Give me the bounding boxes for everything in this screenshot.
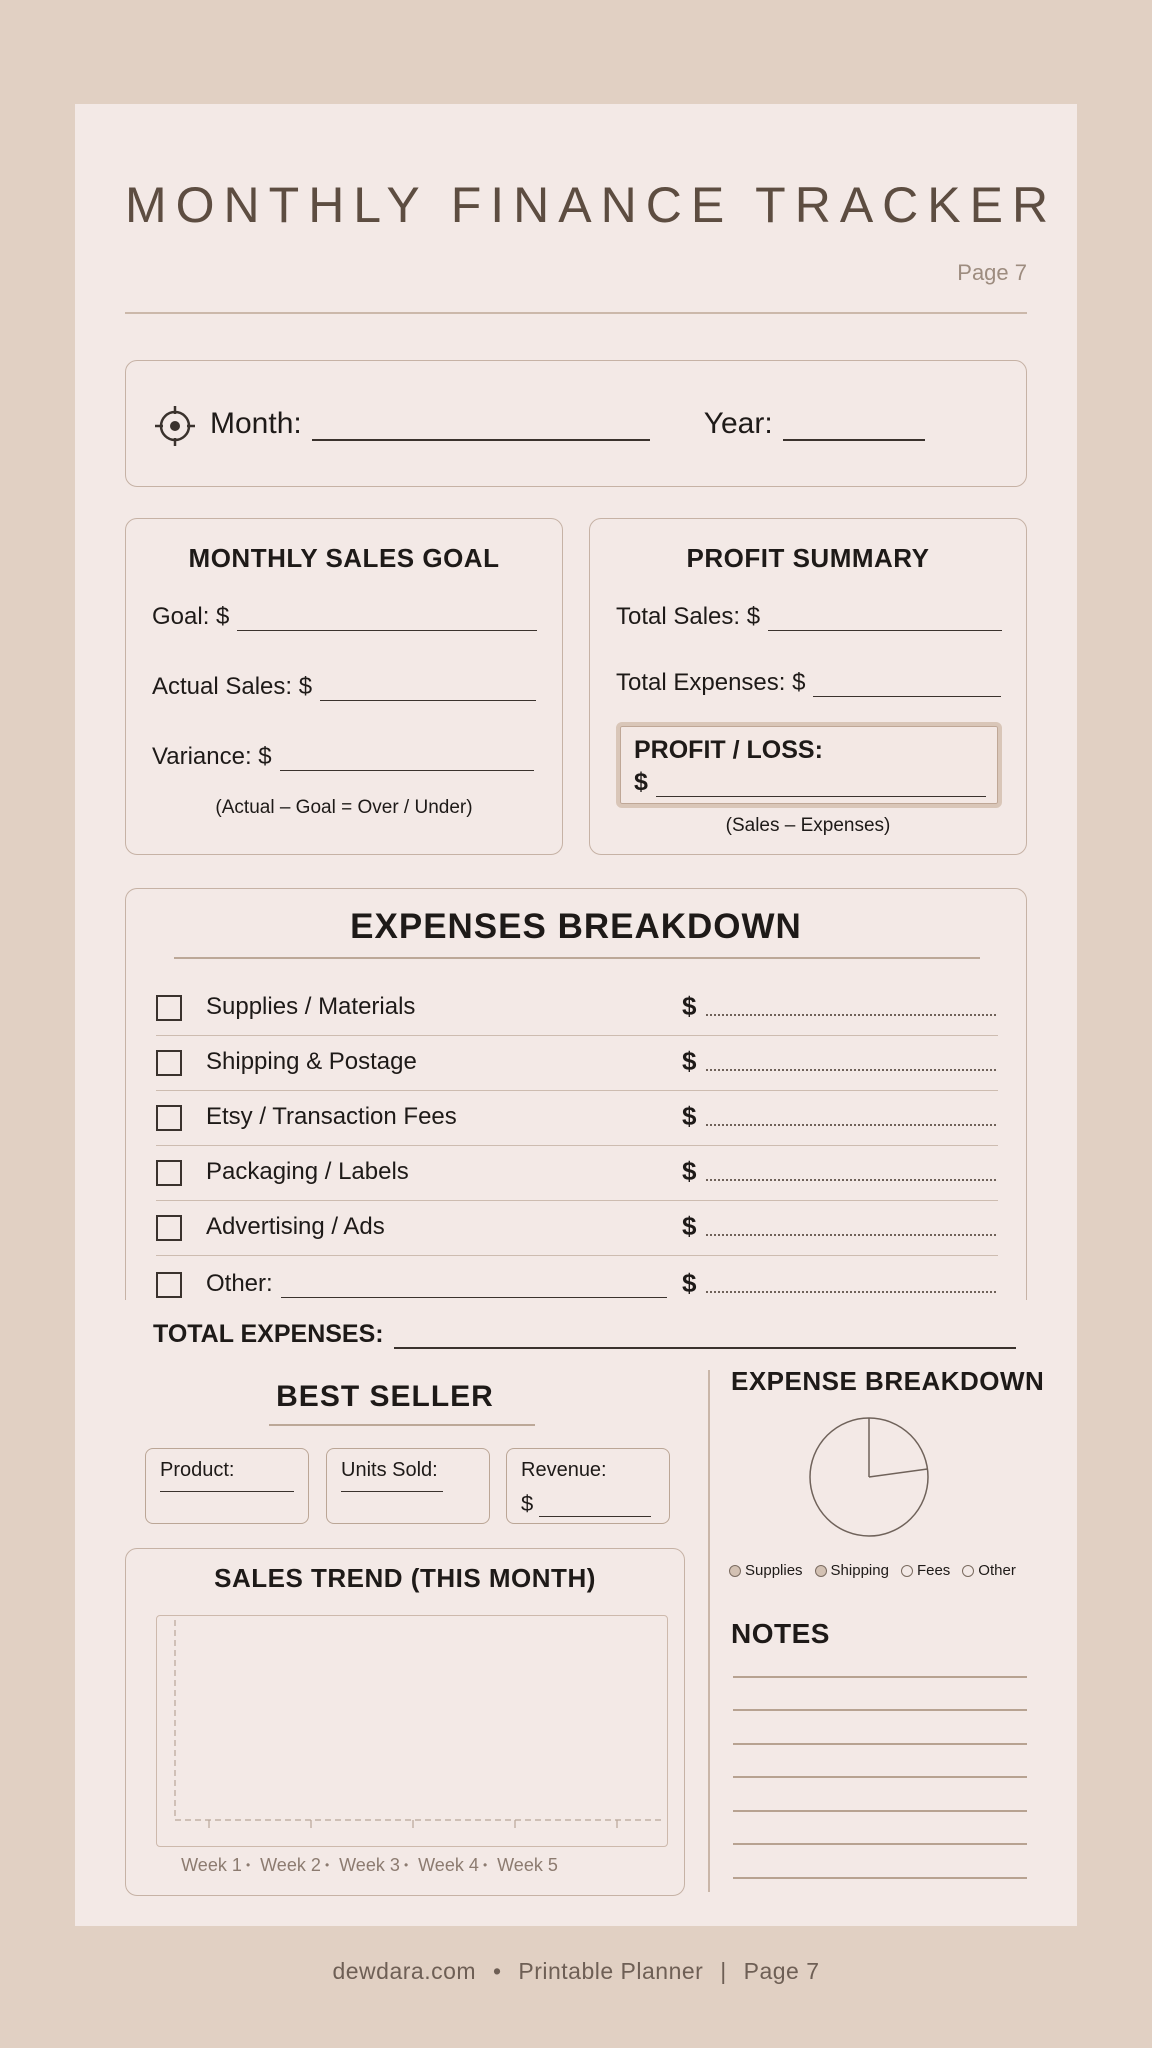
actual-sales-row — [152, 673, 536, 701]
total-expenses-label: Total Expenses: $ — [616, 669, 806, 696]
month-year-row — [210, 407, 925, 441]
legend-item — [815, 1562, 889, 1579]
product-row — [160, 1491, 294, 1492]
expense-amount-field[interactable] — [706, 1234, 996, 1236]
page-footer — [0, 1958, 1152, 1985]
legend-label: Supplies — [745, 1562, 803, 1579]
expense-row — [156, 1091, 998, 1146]
expenses-breakdown-card — [125, 888, 1027, 1300]
month-year-box — [125, 360, 1027, 487]
notes-line[interactable] — [733, 1709, 1027, 1711]
expense-currency: $ — [682, 1101, 697, 1131]
total-expenses-field[interactable] — [394, 1347, 1016, 1349]
expense-checkbox[interactable] — [156, 1050, 182, 1076]
legend-swatch — [815, 1565, 827, 1577]
actual-sales-label: Actual Sales: $ — [152, 673, 313, 700]
variance-label: Variance: $ — [152, 743, 272, 770]
profit-loss-row — [634, 768, 986, 797]
product-label: Product: — [160, 1459, 235, 1481]
sales-goal-title: MONTHLY SALES GOAL — [188, 543, 500, 573]
units-sold-field[interactable] — [341, 1491, 443, 1492]
footer-divider: | — [720, 1958, 727, 1984]
units-sold-card — [326, 1448, 490, 1524]
expense-label: Etsy / Transaction Fees — [206, 1103, 457, 1130]
page-number: Page 7 — [957, 260, 1027, 285]
expense-currency: $ — [682, 1268, 697, 1298]
legend-label: Shipping — [830, 1562, 889, 1579]
footer-product: Printable Planner — [518, 1958, 704, 1984]
week-label: Week 1 — [181, 1855, 242, 1875]
notes-line[interactable] — [733, 1810, 1027, 1812]
expense-row — [156, 1258, 998, 1313]
notes-line[interactable] — [733, 1743, 1027, 1745]
expense-currency: $ — [682, 991, 697, 1021]
expense-other-field[interactable] — [281, 1297, 667, 1298]
week-label: • Week 3 — [330, 1855, 409, 1876]
expense-label: Advertising / Ads — [206, 1213, 385, 1240]
expense-pie-chart — [808, 1416, 930, 1538]
revenue-card — [506, 1448, 670, 1524]
profit-loss-label: PROFIT / LOSS: — [634, 736, 823, 764]
expense-chart-legend — [729, 1562, 1016, 1579]
week-labels — [172, 1855, 567, 1876]
legend-label: Fees — [916, 1562, 951, 1579]
expense-label: Packaging / Labels — [206, 1158, 409, 1185]
legend-swatch — [962, 1565, 974, 1577]
profit-summary-card — [589, 518, 1027, 855]
month-label: Month: — [210, 407, 302, 440]
expense-row — [156, 981, 998, 1036]
expense-currency: $ — [682, 1156, 697, 1186]
expenses-title: EXPENSES BREAKDOWN — [350, 907, 802, 946]
units-sold-row — [341, 1491, 443, 1492]
total-expenses-row — [153, 1320, 1016, 1349]
expense-row — [156, 1146, 998, 1201]
week-label: • Week 4 — [409, 1855, 488, 1876]
legend-item — [962, 1562, 1016, 1579]
revenue-row — [521, 1491, 651, 1517]
legend-item — [729, 1562, 803, 1579]
notes-title: NOTES — [731, 1618, 830, 1649]
sales-trend-axes — [157, 1616, 666, 1845]
variance-row — [152, 743, 534, 771]
expense-currency: $ — [682, 1046, 697, 1076]
expenses-title-divider — [174, 957, 980, 959]
sales-trend-title: SALES TREND (THIS MONTH) — [214, 1563, 596, 1593]
total-sales-label: Total Sales: $ — [616, 603, 761, 630]
legend-item — [901, 1562, 950, 1579]
goal-label: Goal: $ — [152, 603, 230, 630]
expense-amount-field[interactable] — [706, 1124, 996, 1126]
expense-label: Supplies / Materials — [206, 993, 416, 1020]
expense-chart-title: EXPENSE BREAKDOWN — [731, 1366, 1045, 1396]
footer-page: Page 7 — [743, 1958, 820, 1984]
notes-line[interactable] — [733, 1776, 1027, 1778]
expense-other-row — [206, 1270, 667, 1298]
sales-trend-card — [125, 1548, 685, 1896]
page-title: MONTHLY FINANCE TRACKER — [125, 177, 1058, 233]
expense-amount-field[interactable] — [706, 1291, 996, 1293]
expense-amount-field[interactable] — [706, 1179, 996, 1181]
notes-line[interactable] — [733, 1676, 1027, 1678]
expense-checkbox[interactable] — [156, 1272, 182, 1298]
expense-amount-field[interactable] — [706, 1014, 996, 1016]
variance-hint: (Actual – Goal = Over / Under) — [215, 797, 473, 818]
planner-sheet — [75, 104, 1077, 1926]
week-label: • Week 2 — [251, 1855, 330, 1876]
profit-summary-title: PROFIT SUMMARY — [686, 543, 930, 573]
best-seller-divider — [269, 1424, 535, 1426]
expense-checkbox[interactable] — [156, 995, 182, 1021]
actual-sales-field[interactable] — [320, 700, 536, 701]
profit-loss-currency: $ — [634, 768, 648, 796]
revenue-field[interactable] — [539, 1516, 651, 1517]
expense-checkbox[interactable] — [156, 1160, 182, 1186]
goal-field[interactable] — [237, 630, 537, 631]
product-field[interactable] — [160, 1491, 294, 1492]
year-field[interactable] — [783, 439, 925, 441]
total-expenses-label: TOTAL EXPENSES: — [153, 1320, 384, 1348]
total-sales-field[interactable] — [768, 630, 1002, 631]
expense-label: Shipping & Postage — [206, 1048, 417, 1075]
expense-row — [156, 1036, 998, 1091]
notes-line[interactable] — [733, 1843, 1027, 1845]
expense-row — [156, 1201, 998, 1256]
legend-swatch — [729, 1565, 741, 1577]
sales-trend-plot-area[interactable] — [156, 1615, 668, 1847]
sales-goal-card — [125, 518, 563, 855]
notes-line[interactable] — [733, 1877, 1027, 1879]
footer-bullet: • — [492, 1958, 502, 1984]
profit-loss-field[interactable] — [656, 796, 986, 797]
legend-swatch — [901, 1565, 913, 1577]
header-divider — [125, 312, 1027, 314]
week-label: • Week 5 — [488, 1855, 567, 1876]
column-divider — [708, 1370, 710, 1892]
profit-hint: (Sales – Expenses) — [725, 815, 891, 836]
revenue-label: Revenue: — [521, 1459, 607, 1481]
month-field[interactable] — [312, 439, 650, 441]
year-label: Year: — [703, 407, 773, 440]
goal-row — [152, 603, 537, 631]
variance-field[interactable] — [280, 770, 534, 771]
expense-amount-field[interactable] — [706, 1069, 996, 1071]
expense-label: Other: — [206, 1270, 273, 1297]
best-seller-title: BEST SELLER — [276, 1380, 494, 1413]
total-expenses-row — [616, 669, 1001, 697]
target-icon — [154, 405, 196, 447]
profit-loss-box — [616, 722, 1002, 808]
total-expenses-field[interactable] — [813, 696, 1001, 697]
footer-site: dewdara.com — [332, 1958, 477, 1984]
revenue-currency: $ — [521, 1491, 534, 1516]
legend-label: Other — [978, 1562, 1016, 1579]
units-sold-label: Units Sold: — [341, 1459, 438, 1481]
total-sales-row — [616, 603, 1002, 631]
expense-checkbox[interactable] — [156, 1105, 182, 1131]
product-card — [145, 1448, 309, 1524]
expense-currency: $ — [682, 1211, 697, 1241]
expense-checkbox[interactable] — [156, 1215, 182, 1241]
